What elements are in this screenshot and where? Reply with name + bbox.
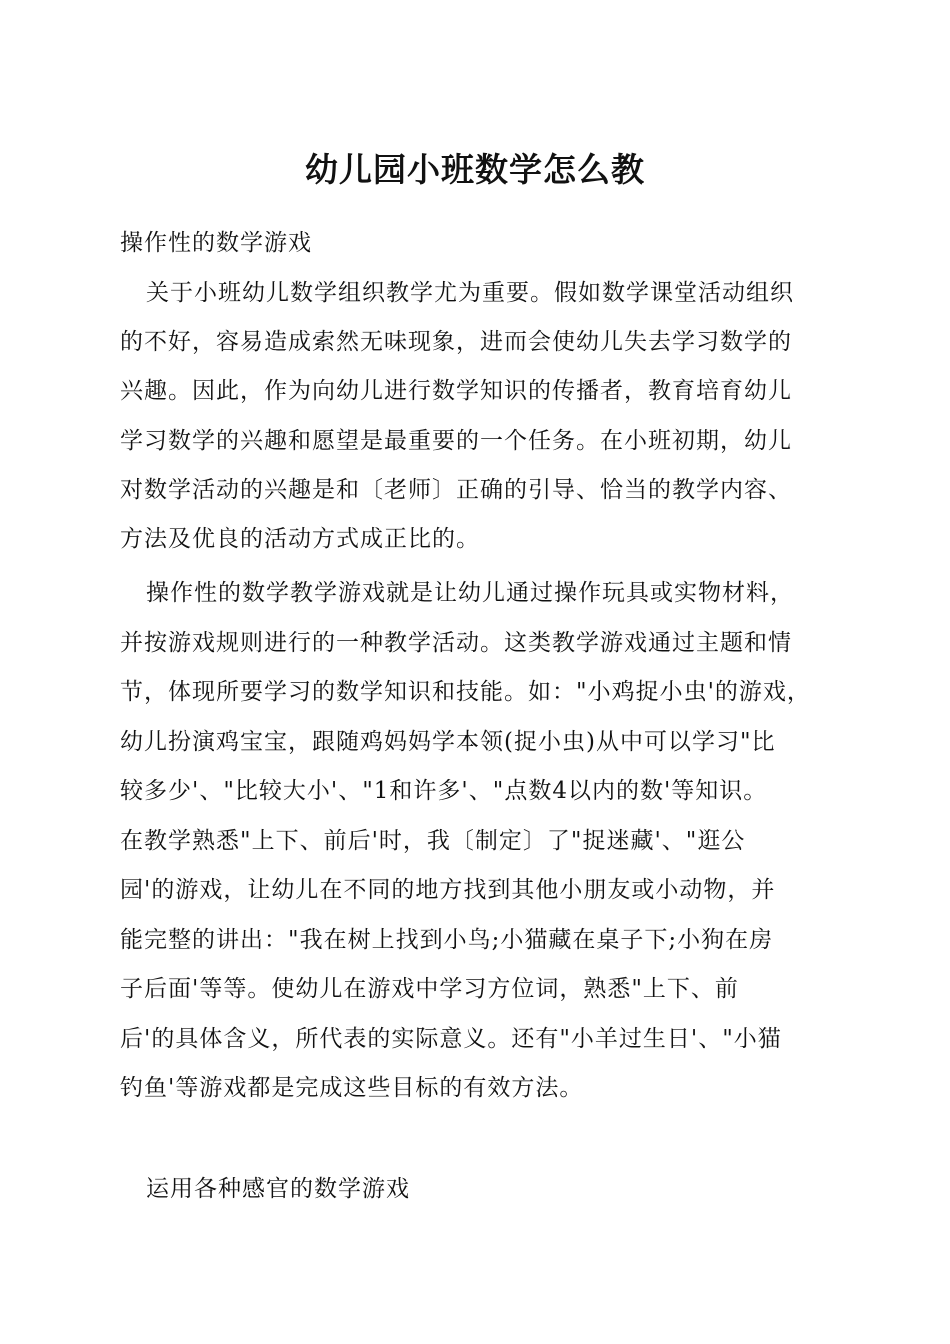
paragraph-line: 幼儿扮演鸡宝宝，跟随鸡妈妈学本领(捉小虫)从中可以学习"比	[120, 729, 776, 755]
paragraph-line: 关于小班幼儿数学组织教学尤为重要。假如数学课堂活动组织	[146, 280, 794, 306]
paragraph-line: 能完整的讲出："我在树上找到小鸟;小猫藏在桌子下;小狗在房	[120, 927, 774, 953]
paragraph-line: 后'的具体含义，所代表的实际意义。还有"小羊过生日'、"小猫	[120, 1026, 782, 1052]
paragraph-line: 学习数学的兴趣和愿望是最重要的一个任务。在小班初期，幼儿	[120, 428, 792, 454]
paragraph-line: 并按游戏规则进行的一种教学活动。这类教学游戏通过主题和情	[120, 630, 792, 656]
paragraph-line: 在教学熟悉"上下、前后'时，我〔制定〕了"捉迷藏'、"逛公	[120, 828, 746, 854]
paragraph-line: 钓鱼'等游戏都是完成这些目标的有效方法。	[120, 1075, 584, 1101]
paragraph-line: 对数学活动的兴趣是和〔老师〕正确的引导、恰当的教学内容、	[120, 477, 792, 503]
paragraph-line: 操作性的数学教学游戏就是让幼儿通过操作玩具或实物材料，	[146, 580, 794, 606]
section-heading-operational-games: 操作性的数学游戏	[120, 230, 312, 256]
paragraph-line: 的不好，容易造成索然无味现象，进而会使幼儿失去学习数学的	[120, 329, 792, 355]
paragraph-line: 方法及优良的活动方式成正比的。	[120, 526, 480, 552]
section-heading-sensory-games: 运用各种感官的数学游戏	[146, 1176, 410, 1202]
document-title: 幼儿园小班数学怎么教	[305, 150, 645, 189]
paragraph-line: 子后面'等等。使幼儿在游戏中学习方位词，熟悉"上下、前	[120, 976, 739, 1002]
paragraph-line: 园'的游戏，让幼儿在不同的地方找到其他小朋友或小动物，并	[120, 877, 776, 903]
paragraph-line: 兴趣。因此，作为向幼儿进行数学知识的传播者，教育培育幼儿	[120, 378, 792, 404]
paragraph-line: 节，体现所要学习的数学知识和技能。如："小鸡捉小虫'的游戏，	[120, 679, 811, 705]
paragraph-line: 较多少'、"比较大小'、"1和许多'、"点数4以内的数'等知识。	[120, 778, 768, 804]
